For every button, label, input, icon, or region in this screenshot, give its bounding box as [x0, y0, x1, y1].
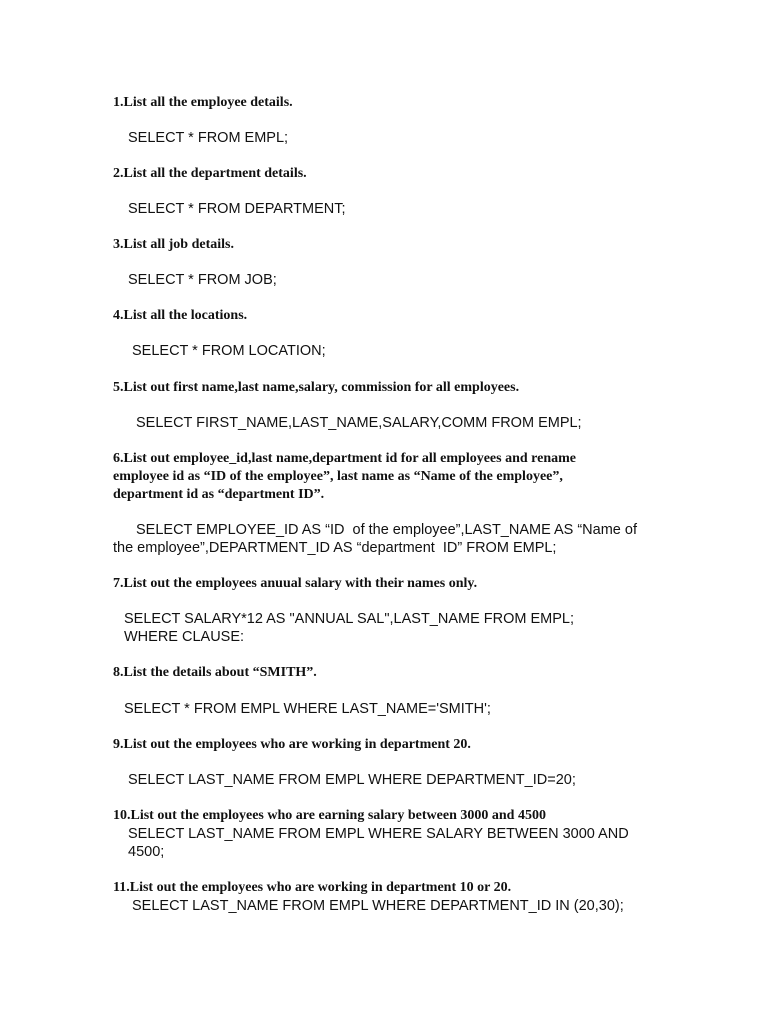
answer-5: SELECT FIRST_NAME,LAST_NAME,SALARY,COMM FROM EMPL;	[136, 415, 582, 431]
answer-2: SELECT * FROM DEPARTMENT;	[128, 201, 346, 217]
question-11: 11.List out the employees who are working in department 10 or 20.	[113, 880, 512, 895]
answer-1: SELECT * FROM EMPL;	[128, 130, 289, 146]
answer-9: SELECT LAST_NAME FROM EMPL WHERE DEPARTMENT_ID=20;	[128, 772, 576, 788]
answer-6-line-2: the employee”,DEPARTMENT_ID AS “department ID” FROM EMPL;	[113, 540, 557, 556]
question-4: 4.List all the locations.	[113, 308, 248, 323]
answer-7-line-1: SELECT SALARY*12 AS "ANNUAL SAL",LAST_NAME FROM EMPL;	[124, 611, 575, 627]
question-8: 8.List the details about “SMITH”.	[113, 665, 317, 680]
question-6-line-1: 6.List out employee_id,last name,department id for all employees and rename	[113, 451, 577, 466]
question-6-line-2: employee id as “ID of the employee”, last name as “Name of the employee”,	[113, 469, 563, 484]
question-7: 7.List out the employees anuual salary with their names only.	[113, 576, 478, 591]
answer-11: SELECT LAST_NAME FROM EMPL WHERE DEPARTMENT_ID IN (20,30);	[132, 898, 624, 914]
answer-10-line-1: SELECT LAST_NAME FROM EMPL WHERE SALARY BETWEEN 3000 AND	[128, 826, 629, 842]
question-3: 3.List all job details.	[113, 237, 234, 252]
question-5: 5.List out first name,last name,salary, commission for all employees.	[113, 380, 520, 395]
answer-4: SELECT * FROM LOCATION;	[132, 343, 326, 359]
question-10: 10.List out the employees who are earning salary between 3000 and 4500	[113, 808, 546, 823]
question-9: 9.List out the employees who are working in department 20.	[113, 737, 471, 752]
answer-7-line-2: WHERE CLAUSE:	[124, 629, 245, 645]
question-1: 1.List all the employee details.	[113, 95, 293, 110]
question-2: 2.List all the department details.	[113, 166, 307, 181]
question-6-line-3: department id as “department ID”.	[113, 487, 325, 502]
answer-10-line-2: 4500;	[128, 844, 165, 860]
answer-3: SELECT * FROM JOB;	[128, 272, 277, 288]
answer-6-line-1: SELECT EMPLOYEE_ID AS “ID of the employee”,LAST_NAME AS “Name of	[136, 522, 637, 538]
answer-8: SELECT * FROM EMPL WHERE LAST_NAME='SMITH';	[124, 701, 491, 717]
